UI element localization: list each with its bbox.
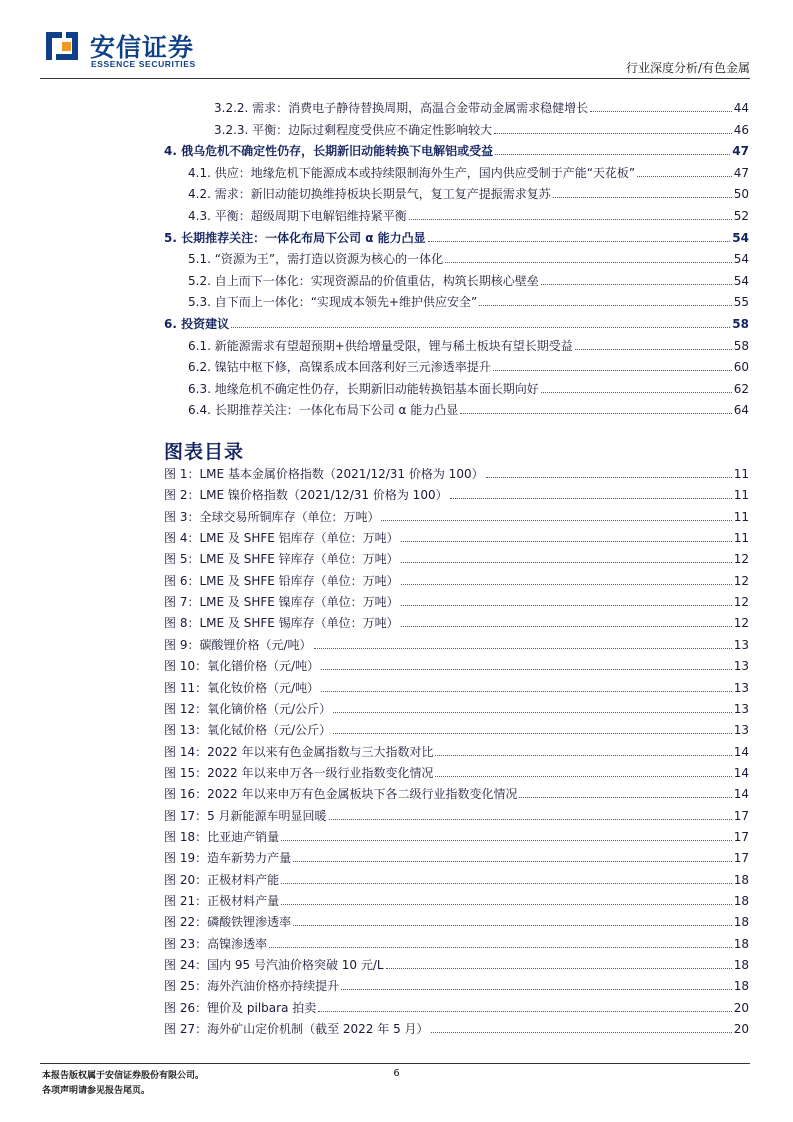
figure-entry-page: 18 (733, 936, 749, 951)
dot-leader (293, 861, 732, 862)
toc-entry-title: 5.3. 自下而上一体化：“实现成本领先+维护供应安全” (188, 295, 478, 310)
toc-entry[interactable] (164, 141, 749, 159)
logo-text-cn: 安信证券 (90, 33, 195, 62)
figure-entry-title: 图 15：2022 年以来申万各一级行业指数变化情况 (164, 765, 434, 780)
figure-entry-title: 图 14：2022 年以来有色金属指数与三大指数对比 (164, 744, 434, 759)
dot-leader (435, 755, 731, 756)
toc-entry-page: 58 (732, 317, 749, 331)
figure-entry-page: 12 (733, 595, 749, 610)
dot-leader (494, 133, 732, 134)
toc-entry-page: 52 (733, 209, 749, 223)
figure-entry-title: 图 20：正极材料产能 (164, 872, 280, 887)
dot-leader (590, 111, 732, 112)
figure-entry-title: 图 21：正极材料产量 (164, 894, 280, 908)
figure-entry[interactable] (164, 507, 749, 525)
figure-entry[interactable] (164, 549, 749, 567)
figures-list-title: 图表目录 (164, 441, 245, 463)
dot-leader (493, 370, 732, 371)
toc-entry-page: 54 (732, 230, 749, 245)
dot-leader (401, 541, 732, 542)
dot-leader (329, 819, 732, 820)
dot-leader (401, 626, 732, 627)
dot-leader (401, 584, 732, 585)
dot-leader (445, 262, 732, 263)
figure-entry-page: 13 (733, 701, 749, 716)
figure-entry-title: 图 19：造车新势力产量 (164, 851, 292, 866)
toc-entry[interactable] (188, 357, 749, 375)
toc-entry-title: 4.2. 需求：新旧动能切换维持板块长期景气，复工复产提振需求复苏 (188, 187, 551, 202)
dot-leader (381, 520, 731, 521)
figure-entry[interactable] (164, 955, 749, 973)
figure-entry-page: 11 (733, 467, 749, 481)
dot-leader (637, 176, 732, 177)
figure-entry-page: 14 (733, 787, 749, 802)
header-divider (40, 78, 750, 79)
figure-entry-title: 图 9：碳酸锂价格（元/吨） (164, 637, 312, 652)
footer-divider (40, 1063, 750, 1064)
figure-entry[interactable] (164, 998, 749, 1016)
toc-entry-page: 50 (733, 187, 749, 202)
figure-entry-title: 图 11：氧化钕价格（元/吨） (164, 680, 320, 695)
company-logo (42, 26, 202, 70)
figure-entry-title: 图 2：LME 镍价格指数（2021/12/31 价格为 100） (164, 488, 448, 503)
toc-entry-page: 47 (733, 165, 749, 180)
figure-entry-title: 图 10：氧化镨价格（元/吨） (164, 659, 320, 674)
figure-entry[interactable] (164, 870, 749, 888)
toc-entry-title: 6.1. 新能源需求有望超预期+供给增量受限，锂与稀土板块有望长期受益 (188, 338, 573, 353)
toc-entry[interactable] (188, 271, 749, 289)
figure-entry[interactable] (164, 763, 749, 781)
figure-entry-page: 14 (733, 765, 749, 780)
figure-entry[interactable] (164, 528, 749, 546)
figure-entry-title: 图 7：LME 及 SHFE 镍库存（单位：万吨） (164, 595, 399, 610)
dot-leader (553, 197, 732, 198)
page-number: 6 (393, 1068, 400, 1079)
dot-leader (401, 562, 732, 563)
toc-entry-title: 3.2.3. 平衡：边际过剩程度受供应不确定性影响较大 (214, 122, 493, 137)
dot-leader (435, 776, 731, 777)
figure-entry-page: 12 (733, 552, 749, 567)
figure-entry[interactable] (164, 485, 749, 503)
toc-entry-page: 54 (733, 273, 749, 288)
figure-entry-page: 13 (733, 637, 749, 652)
figure-entry[interactable] (164, 1019, 749, 1037)
figure-entry-page: 12 (733, 573, 749, 588)
figure-entry-page: 13 (733, 659, 749, 674)
figure-entry-page: 18 (733, 979, 749, 994)
figure-entry-page: 20 (733, 1022, 749, 1037)
toc-entry-page: 58 (733, 338, 749, 353)
footer-disclaimer: 各项声明请参见报告尾页。 (42, 1086, 151, 1096)
figure-entry-page: 17 (733, 851, 749, 866)
dot-leader (269, 947, 732, 948)
figure-entry-page: 14 (733, 744, 749, 759)
toc-entry[interactable] (188, 184, 749, 202)
toc-entry-title: 4.1. 供应：地缘危机下能源成本或持续限制海外生产，国内供应受制于产能“天花板” (188, 165, 636, 180)
toc-entry[interactable] (214, 120, 749, 138)
toc-entry[interactable] (188, 249, 749, 267)
toc-entry-page: 64 (733, 403, 749, 418)
figure-entry-title: 图 6：LME 及 SHFE 铅库存（单位：万吨） (164, 573, 399, 588)
figure-entry-title: 图 16：2022 年以来申万有色金属板块下各二级行业指数变化情况 (164, 787, 518, 802)
figure-entry-page: 11 (733, 531, 749, 546)
toc-entry-page: 54 (733, 252, 749, 267)
toc-entry-title: 5.2. 自上而下一体化：实现资源品的价值重估，构筑长期核心壁垒 (188, 273, 539, 288)
dot-leader (318, 1011, 731, 1012)
figure-entry[interactable] (164, 635, 749, 653)
figure-entry-title: 图 23：高镍渗透率 (164, 936, 268, 951)
figure-entry-page: 17 (733, 829, 749, 844)
toc-entry-page: 46 (733, 122, 749, 137)
toc-entry-title: 6.2. 镍钴中枢下修，高镍系成本回落利好三元渗透率提升 (188, 360, 491, 375)
toc-entry-title: 3.2.2. 需求：消费电子静待替换周期，高温合金带动金属需求稳健增长 (214, 101, 589, 115)
figure-entry-page: 13 (733, 723, 749, 738)
figure-entry-title: 图 18：比亚迪产销量 (164, 829, 280, 844)
dot-leader (479, 305, 732, 306)
figure-entry[interactable] (164, 827, 749, 845)
toc-entry-page: 60 (733, 360, 749, 375)
toc-entry[interactable] (188, 206, 749, 224)
figure-entry-page: 11 (733, 509, 749, 524)
toc-entry-title: 5.1. “资源为王”，需打造以资源为核心的一体化 (188, 252, 444, 267)
figure-entry-title: 图 17：5 月新能源车明显回暖 (164, 808, 327, 823)
figure-entry[interactable] (164, 784, 749, 802)
figure-entry-page: 20 (733, 1000, 749, 1015)
figure-entry[interactable] (164, 464, 749, 482)
dot-leader (281, 840, 732, 841)
footer-copyright: 本报告版权属于安信证券股份有限公司。 (42, 1071, 205, 1081)
toc-entry-title: 6. 投资建议 (164, 317, 230, 331)
dot-leader (541, 284, 732, 285)
figure-entry[interactable] (164, 891, 749, 909)
toc-entry-page: 55 (733, 295, 749, 310)
toc-entry-page: 62 (733, 381, 749, 396)
figure-entry[interactable] (164, 571, 749, 589)
figure-entry[interactable] (164, 848, 749, 866)
report-type: 行业深度分析/有色金属 (625, 61, 750, 75)
toc-entry-title: 4.3. 平衡：超级周期下电解铝维持紧平衡 (188, 209, 407, 223)
figure-entry-title: 图 12：氧化镝价格（元/公斤） (164, 701, 332, 716)
dot-leader (281, 883, 732, 884)
figure-entry-title: 图 25：海外汽油价格亦持续提升 (164, 979, 340, 994)
dot-leader (231, 327, 730, 328)
figure-entry[interactable] (164, 976, 749, 994)
figure-entry-title: 图 13：氧化铽价格（元/公斤） (164, 723, 332, 738)
figure-entry[interactable] (164, 742, 749, 760)
dot-leader (386, 968, 732, 969)
figure-entry-title: 图 5：LME 及 SHFE 锌库存（单位：万吨） (164, 552, 399, 567)
toc-entry[interactable] (188, 292, 749, 310)
figure-entry-title: 图 3：全球交易所铜库存（单位：万吨） (164, 509, 380, 524)
logo-text-en: ESSENCE SECURITIES (91, 59, 196, 69)
figure-entry-page: 18 (733, 958, 749, 973)
figure-entry-title: 图 27：海外矿山定价机制（截至 2022 年 5 月） (164, 1022, 429, 1037)
figure-entry[interactable] (164, 656, 749, 674)
figure-entry-page: 18 (733, 915, 749, 930)
toc-entry-title: 6.4. 长期推荐关注：一体化布局下公司 α 能力凸显 (188, 403, 459, 418)
toc-entry-page: 47 (732, 144, 749, 159)
toc-entry[interactable] (164, 314, 749, 332)
figure-entry[interactable] (164, 699, 749, 717)
dot-leader (293, 925, 732, 926)
dot-leader (401, 605, 732, 606)
figure-entry-title: 图 22：磷酸铁锂渗透率 (164, 915, 292, 930)
toc-entry-title: 4. 俄乌危机不确定性仍存，长期新旧动能转换下电解铝或受益 (164, 144, 494, 159)
figure-entry[interactable] (164, 934, 749, 952)
dot-leader (495, 154, 730, 155)
figure-entry-page: 18 (733, 872, 749, 887)
toc-entry[interactable] (164, 228, 749, 246)
toc-entry[interactable] (188, 400, 749, 418)
dot-leader (333, 733, 732, 734)
figure-entry[interactable] (164, 592, 749, 610)
dot-leader (519, 797, 731, 798)
dot-leader (450, 498, 732, 499)
dot-leader (428, 241, 731, 242)
figure-entry-title: 图 8：LME 及 SHFE 锡库存（单位：万吨） (164, 616, 399, 631)
dot-leader (341, 989, 732, 990)
dot-leader (575, 349, 732, 350)
logo-mark-icon (42, 26, 82, 66)
figure-entry-page: 12 (733, 616, 749, 631)
toc-entry[interactable] (188, 163, 749, 181)
figure-entry-page: 17 (733, 808, 749, 823)
figure-entry-page: 13 (733, 680, 749, 695)
figure-entry[interactable] (164, 678, 749, 696)
toc-entry-title: 5. 长期推荐关注：一体化布局下公司 α 能力凸显 (164, 230, 426, 245)
toc-entry[interactable] (188, 336, 749, 354)
toc-entry-title: 6.3. 地缘危机不确定性仍存，长期新旧动能转换铝基本面长期向好 (188, 381, 539, 396)
figure-entry-title: 图 1：LME 基本金属价格指数（2021/12/31 价格为 100） (164, 467, 484, 481)
figure-entry-title: 图 26：锂价及 pilbara 拍卖 (164, 1000, 317, 1015)
figure-entry[interactable] (164, 912, 749, 930)
figure-entry-title: 图 4：LME 及 SHFE 铝库存（单位：万吨） (164, 531, 399, 546)
dot-leader (486, 477, 732, 478)
figure-entry-page: 18 (733, 894, 749, 908)
toc-entry[interactable] (214, 98, 749, 116)
dot-leader (431, 1032, 732, 1033)
figure-entry-page: 11 (733, 488, 749, 503)
figure-entry[interactable] (164, 613, 749, 631)
dot-leader (460, 413, 731, 414)
toc-entry-page: 44 (733, 101, 749, 115)
dot-leader (321, 691, 732, 692)
toc-entry[interactable] (188, 379, 749, 397)
dot-leader (314, 648, 732, 649)
dot-leader (541, 392, 732, 393)
dot-leader (321, 669, 732, 670)
figure-entry[interactable] (164, 720, 749, 738)
figure-entry[interactable] (164, 806, 749, 824)
figure-entry-title: 图 24：国内 95 号汽油价格突破 10 元/L (164, 958, 384, 973)
dot-leader (281, 904, 732, 905)
dot-leader (409, 219, 732, 220)
dot-leader (333, 712, 732, 713)
